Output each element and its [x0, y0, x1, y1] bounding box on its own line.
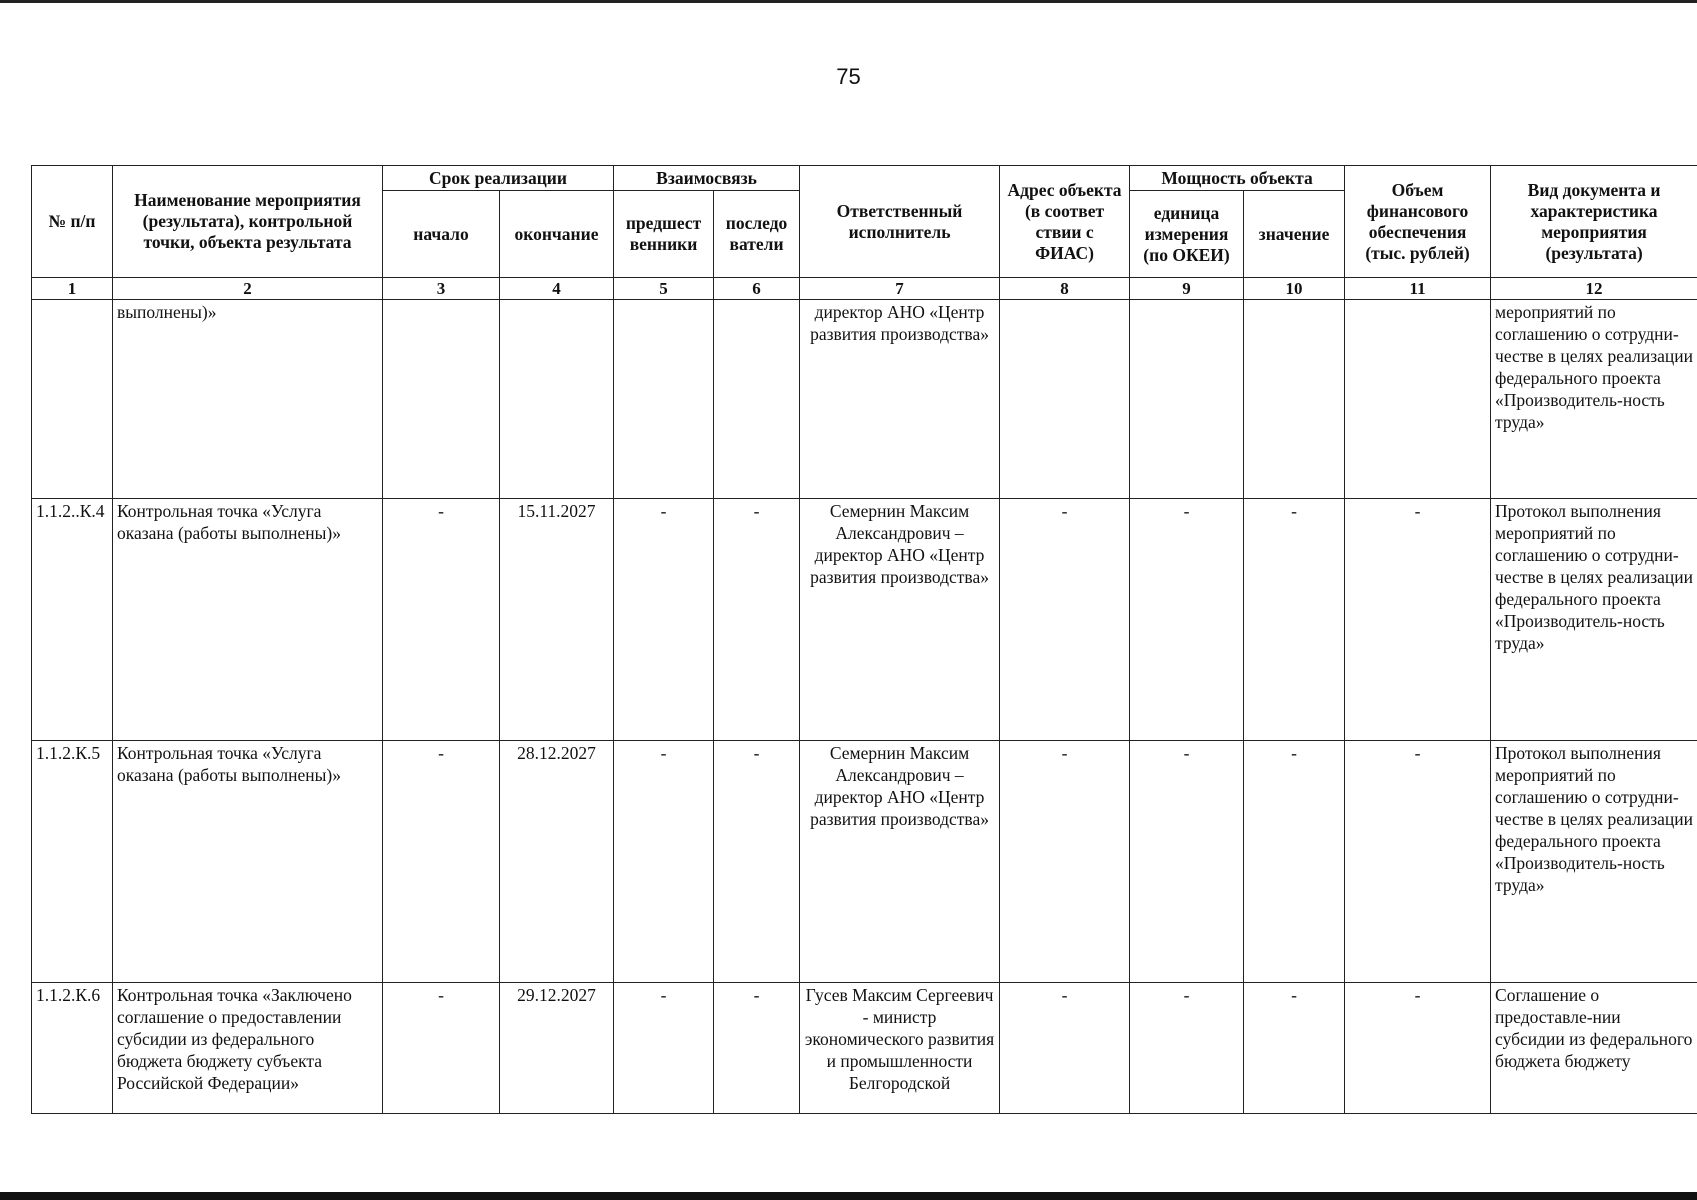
cell-doc: Протокол выполнения мероприятий по соглашению о сотрудни-честве в целях реализации федерального проекта «Производитель-ность труда» [1491, 499, 1697, 741]
header-doc: Вид документа и характеристика мероприятия (результата) [1491, 166, 1697, 278]
table-row [32, 983, 1697, 1114]
header-unit: единица измерения (по ОКЕИ) [1130, 191, 1244, 278]
header-num: № п/п [32, 166, 113, 278]
cell-num: 1.1.2.К.5 [32, 741, 113, 983]
table-row [32, 499, 1697, 741]
header-value: значение [1244, 191, 1345, 278]
col-number: 4 [500, 278, 614, 300]
cell-value: - [1244, 983, 1345, 1114]
header-successors: последо ватели [714, 191, 800, 278]
cell-pred [614, 300, 714, 499]
cell-name: Контрольная точка «Заключено соглашение о предоставлении субсидии из федерального бюджета бюджету субъекта Российской Федерации» [113, 983, 383, 1114]
cell-responsible: Семернин Максим Александрович – директор АНО «Центр развития производства» [800, 741, 1000, 983]
cell-unit: - [1130, 741, 1244, 983]
col-number: 11 [1345, 278, 1491, 300]
cell-doc: Соглашение о предоставле-нии субсидии из федерального бюджета бюджету [1491, 983, 1697, 1114]
cell-name: Контрольная точка «Услуга оказана (работы выполнены)» [113, 741, 383, 983]
header-start: начало [383, 191, 500, 278]
cell-unit: - [1130, 983, 1244, 1114]
cell-pred: - [614, 741, 714, 983]
cell-num: 1.1.2.К.6 [32, 983, 113, 1114]
col-number: 10 [1244, 278, 1345, 300]
header-responsible: Ответственный исполнитель [800, 166, 1000, 278]
plan-table [31, 165, 1697, 1114]
col-number: 5 [614, 278, 714, 300]
cell-doc: мероприятий по соглашению о сотрудни-честве в целях реализации федерального проекта «Производитель-ность труда» [1491, 300, 1697, 499]
cell-responsible: Гусев Максим Сергеевич - министр экономического развития и промышленности Белгородской [800, 983, 1000, 1114]
cell-name: выполнены)» [113, 300, 383, 499]
cell-succ: - [714, 499, 800, 741]
cell-end: 29.12.2027 [500, 983, 614, 1114]
header-term: Срок реализации [383, 166, 614, 191]
cell-num: 1.1.2..К.4 [32, 499, 113, 741]
col-number: 9 [1130, 278, 1244, 300]
cell-name: Контрольная точка «Услуга оказана (работы выполнены)» [113, 499, 383, 741]
header-name: Наименование мероприятия (результата), контрольной точки, объекта результата [113, 166, 383, 278]
page-top-edge [0, 0, 1697, 3]
col-number: 8 [1000, 278, 1130, 300]
col-number: 1 [32, 278, 113, 300]
cell-start [383, 300, 500, 499]
cell-start: - [383, 741, 500, 983]
col-number: 6 [714, 278, 800, 300]
cell-funding: - [1345, 741, 1491, 983]
col-number: 2 [113, 278, 383, 300]
header-funding: Объем финансового обеспечения (тыс. рублей) [1345, 166, 1491, 278]
header-predecessors: предшест венники [614, 191, 714, 278]
header-capacity: Мощность объекта [1130, 166, 1345, 191]
cell-value [1244, 300, 1345, 499]
header-relation: Взаимосвязь [614, 166, 800, 191]
cell-responsible: Семернин Максим Александрович – директор АНО «Центр развития производства» [800, 499, 1000, 741]
cell-address: - [1000, 499, 1130, 741]
col-number: 7 [800, 278, 1000, 300]
table-row [32, 741, 1697, 983]
cell-succ [714, 300, 800, 499]
cell-succ: - [714, 741, 800, 983]
cell-doc: Протокол выполнения мероприятий по соглашению о сотрудни-честве в целях реализации федерального проекта «Производитель-ность труда» [1491, 741, 1697, 983]
cell-value: - [1244, 499, 1345, 741]
cell-unit [1130, 300, 1244, 499]
cell-num [32, 300, 113, 499]
cell-end: 15.11.2027 [500, 499, 614, 741]
table-row [32, 300, 1697, 499]
cell-end: 28.12.2027 [500, 741, 614, 983]
header-address: Адрес объекта (в соответ ствии с ФИАС) [1000, 166, 1130, 278]
page-number: 75 [836, 64, 861, 89]
cell-succ: - [714, 983, 800, 1114]
cell-value: - [1244, 741, 1345, 983]
cell-address [1000, 300, 1130, 499]
column-number-row [32, 278, 1697, 300]
col-number: 3 [383, 278, 500, 300]
cell-funding: - [1345, 499, 1491, 741]
col-number: 12 [1491, 278, 1697, 300]
cell-address: - [1000, 741, 1130, 983]
cell-start: - [383, 499, 500, 741]
cell-pred: - [614, 983, 714, 1114]
cell-funding [1345, 300, 1491, 499]
cell-end [500, 300, 614, 499]
header-end: окончание [500, 191, 614, 278]
cell-pred: - [614, 499, 714, 741]
cell-address: - [1000, 983, 1130, 1114]
cell-responsible: директор АНО «Центр развития производства» [800, 300, 1000, 499]
cell-unit: - [1130, 499, 1244, 741]
cell-funding: - [1345, 983, 1491, 1114]
cell-start: - [383, 983, 500, 1114]
page-bottom-edge [0, 1192, 1697, 1200]
